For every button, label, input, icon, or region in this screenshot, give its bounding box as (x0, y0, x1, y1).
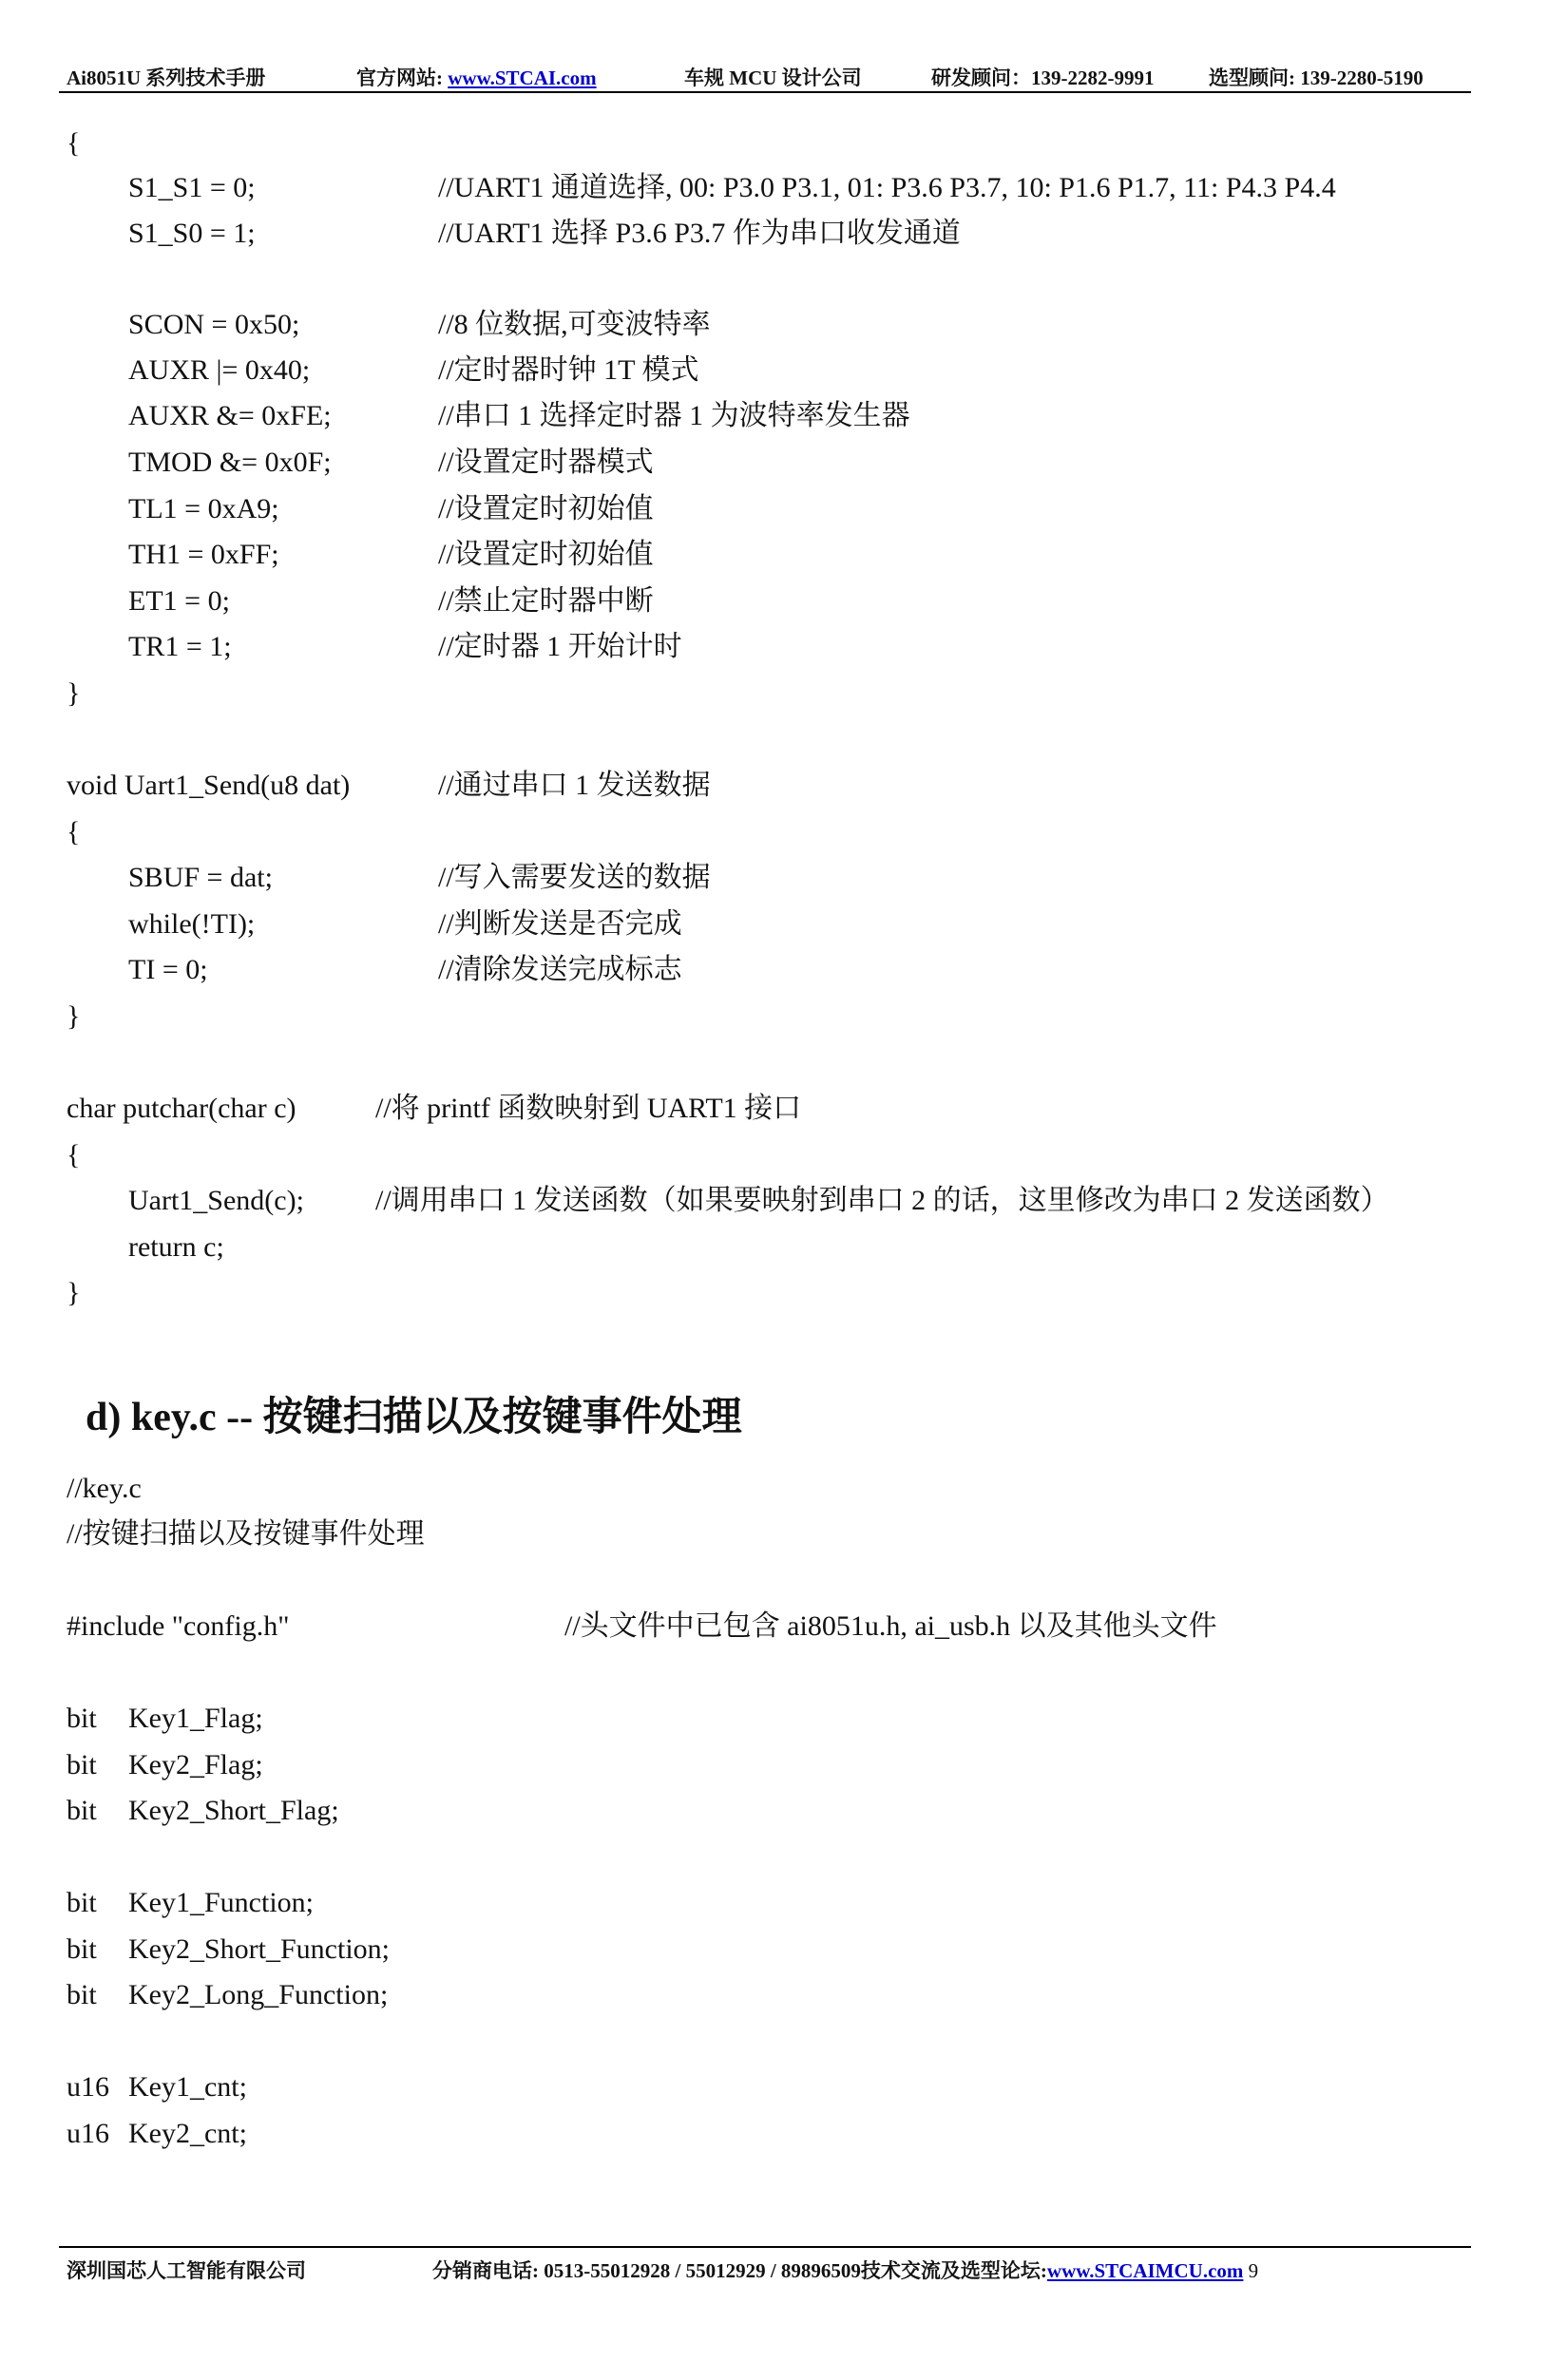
code-line: Key2_Short_Function; (128, 1933, 390, 1965)
rd-advisor: 研发顾问：139-2282-9991 (931, 67, 1155, 89)
code-comment: //定时器 1 开始计时 (438, 631, 682, 662)
code-comment: //禁止定时器中断 (438, 585, 654, 617)
code-line: TI = 0; (128, 954, 208, 985)
code-line: char putchar(char c) (67, 1093, 296, 1124)
selection-advisor: 选型顾问: 139-2280-5190 (1209, 67, 1424, 89)
code-line: TMOD &= 0x0F; (128, 447, 332, 478)
code-comment: //设置定时初始值 (438, 539, 654, 570)
code-line: } (67, 1000, 81, 1032)
code-line: Key2_Long_Function; (128, 1979, 389, 2010)
code-comment: //设置定时器模式 (438, 447, 654, 478)
code-line: S1_S1 = 0; (128, 172, 256, 203)
code-line: { (67, 127, 81, 159)
code-comment: //UART1 选择 P3.6 P3.7 作为串口收发通道 (438, 218, 961, 249)
code-line: } (67, 1277, 81, 1308)
code-line: } (67, 677, 81, 709)
code-line: SBUF = dat; (128, 862, 273, 893)
code-type: bit (67, 1933, 97, 1965)
header-rule (59, 91, 1471, 93)
code-line: SCON = 0x50; (128, 309, 300, 340)
code-comment: //设置定时初始值 (438, 493, 654, 524)
code-comment: //通过串口 1 发送数据 (438, 770, 711, 801)
code-comment: //判断发送是否完成 (438, 908, 682, 940)
company-tagline: 车规 MCU 设计公司 (684, 67, 862, 89)
code-comment: //写入需要发送的数据 (438, 862, 711, 893)
code-line: S1_S0 = 1; (128, 218, 256, 249)
footer-company: 深圳国芯人工智能有限公司 (67, 2259, 306, 2282)
code-comment: //定时器时钟 1T 模式 (438, 354, 699, 386)
code-line: Key1_cnt; (128, 2071, 247, 2103)
code-line: #include "config.h" (67, 1610, 290, 1642)
code-line: Key2_cnt; (128, 2118, 247, 2149)
code-comment: //调用串口 1 发送函数（如果要映射到串口 2 的话，这里修改为串口 2 发送函数） (375, 1185, 1389, 1216)
page-header (67, 57, 1471, 91)
code-comment: //清除发送完成标志 (438, 954, 682, 985)
code-comment: //串口 1 选择定时器 1 为波特率发生器 (438, 400, 910, 431)
page-footer (67, 2250, 1471, 2284)
code-type: bit (67, 1703, 97, 1734)
code-line: void Uart1_Send(u8 dat) (67, 770, 351, 801)
site-label: 官方网站: (356, 67, 449, 89)
page-number: 9 (1248, 2259, 1259, 2282)
code-line: Key1_Function; (128, 1887, 314, 1918)
forum-link[interactable]: www.STCAIMCU.com (1046, 2259, 1244, 2282)
code-type: bit (67, 1795, 97, 1826)
code-comment: //8 位数据,可变波特率 (438, 309, 711, 340)
code-line: Key1_Flag; (128, 1703, 263, 1734)
code-line: AUXR |= 0x40; (128, 354, 311, 386)
code-type: bit (67, 1979, 97, 2010)
code-line: TL1 = 0xA9; (128, 493, 279, 524)
code-comment: //将 printf 函数映射到 UART1 接口 (375, 1093, 802, 1124)
code-line: ET1 = 0; (128, 585, 230, 617)
code-comment: //UART1 通道选择, 00: P3.0 P3.1, 01: P3.6 P3.7, 10: P1.6 P1.7, 11: P4.3 P4.4 (438, 172, 1336, 203)
code-line: Uart1_Send(c); (128, 1185, 304, 1216)
code-comment: //key.c (67, 1473, 142, 1504)
manual-title: Ai8051U 系列技术手册 (67, 67, 266, 89)
code-comment: //头文件中已包含 ai8051u.h, ai_usb.h 以及其他头文件 (564, 1610, 1217, 1642)
code-type: bit (67, 1887, 97, 1918)
code-type: u16 (67, 2071, 109, 2103)
code-line: TR1 = 1; (128, 631, 232, 662)
code-line: TH1 = 0xFF; (128, 539, 279, 570)
code-line: Key2_Short_Flag; (128, 1795, 339, 1826)
code-line: AUXR &= 0xFE; (128, 400, 332, 431)
code-line: Key2_Flag; (128, 1749, 263, 1780)
footer-rule (59, 2246, 1471, 2248)
code-line: { (67, 816, 81, 847)
site-link[interactable]: www.STCAI.com (448, 67, 597, 89)
code-type: bit (67, 1749, 97, 1780)
footer-phone: 分销商电话: 0513-55012928 / 55012929 / 89896509技术交流及选型论坛: (432, 2259, 1047, 2282)
code-line: while(!TI); (128, 908, 256, 940)
code-type: u16 (67, 2118, 109, 2149)
footer-contact (432, 2256, 1258, 2284)
code-line: return c; (128, 1231, 224, 1263)
code-comment: //按键扫描以及按键事件处理 (67, 1518, 425, 1550)
section-heading: d) key.c -- 按键扫描以及按键事件处理 (86, 1396, 742, 1439)
official-site (356, 63, 597, 91)
code-line: { (67, 1139, 81, 1171)
